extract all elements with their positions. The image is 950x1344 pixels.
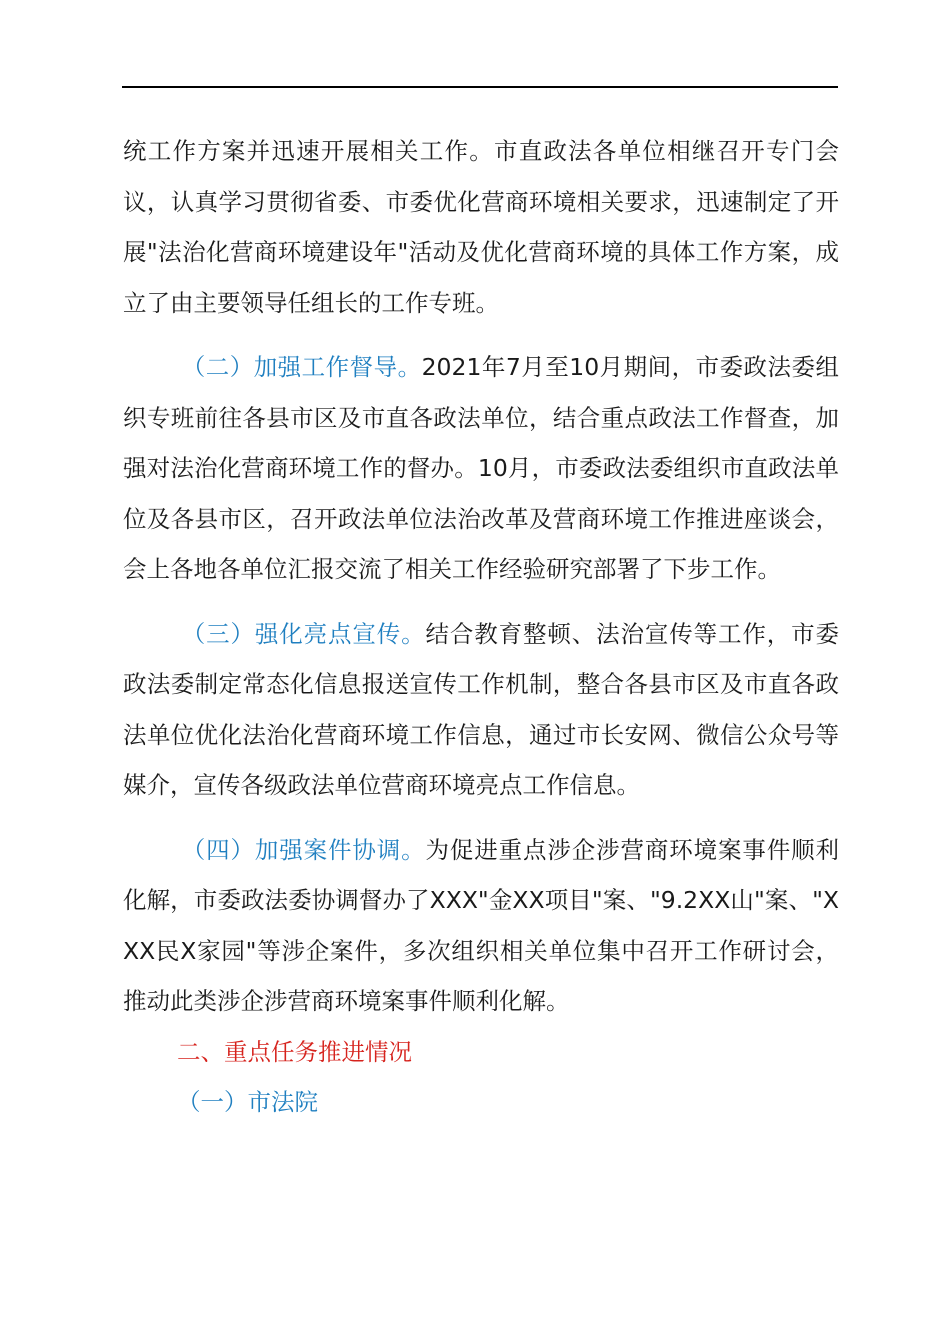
paragraph-4-text: 为促进重点涉企涉营商环境案事件顺利化解，市委政法委协调督办了XXX"金XX项目"案、"9.2XX山"案、"XXX民X家园"等涉企案件，多次组织相关单位集中召开工作研讨会，推动此类涉企涉营商环境案事件顺利化解。 xyxy=(123,835,839,1015)
paragraph-1 xyxy=(123,126,839,328)
paragraph-3-heading: （三）强化亮点宣传。 xyxy=(181,619,426,648)
paragraph-4-heading: （四）加强案件协调。 xyxy=(181,835,426,864)
document-body xyxy=(123,126,839,1128)
paragraph-2 xyxy=(123,342,839,595)
paragraph-3-text: 结合教育整顿、法治宣传等工作，市委政法委制定常态化信息报送宣传工作机制，整合各县市区及市直各政法单位优化法治化营商环境工作信息，通过市长安网、微信公众号等媒介，宣传各级政法单位营商环境亮点工作信息。 xyxy=(123,619,839,799)
paragraph-1-text: 统工作方案并迅速开展相关工作。市直政法各单位相继召开专门会议，认真学习贯彻省委、市委优化营商环境相关要求，迅速制定了开展"法治化营商环境建设年"活动及优化营商环境的具体工作方案，成立了由主要领导任组长的工作专班。 xyxy=(123,137,839,317)
paragraph-4 xyxy=(123,825,839,1027)
paragraph-3 xyxy=(123,609,839,811)
paragraph-2-text: 2021年7月至10月期间，市委政法委组织专班前往各县市区及市直各政法单位，结合重点政法工作督查，加强对法治化营商环境工作的督办。10月，市委政法委组织市直政法单位及各县市区，召开政法单位法治改革及营商环境工作推进座谈会，会上各地各单位汇报交流了相关工作经验研究部署了下步工作。 xyxy=(123,353,840,583)
paragraph-2-heading: （二）加强工作督导。 xyxy=(181,353,422,381)
subsection-title: （一）市法院 xyxy=(177,1088,319,1116)
header-rule xyxy=(122,86,838,88)
section-title: 二、重点任务推进情况 xyxy=(177,1037,413,1066)
